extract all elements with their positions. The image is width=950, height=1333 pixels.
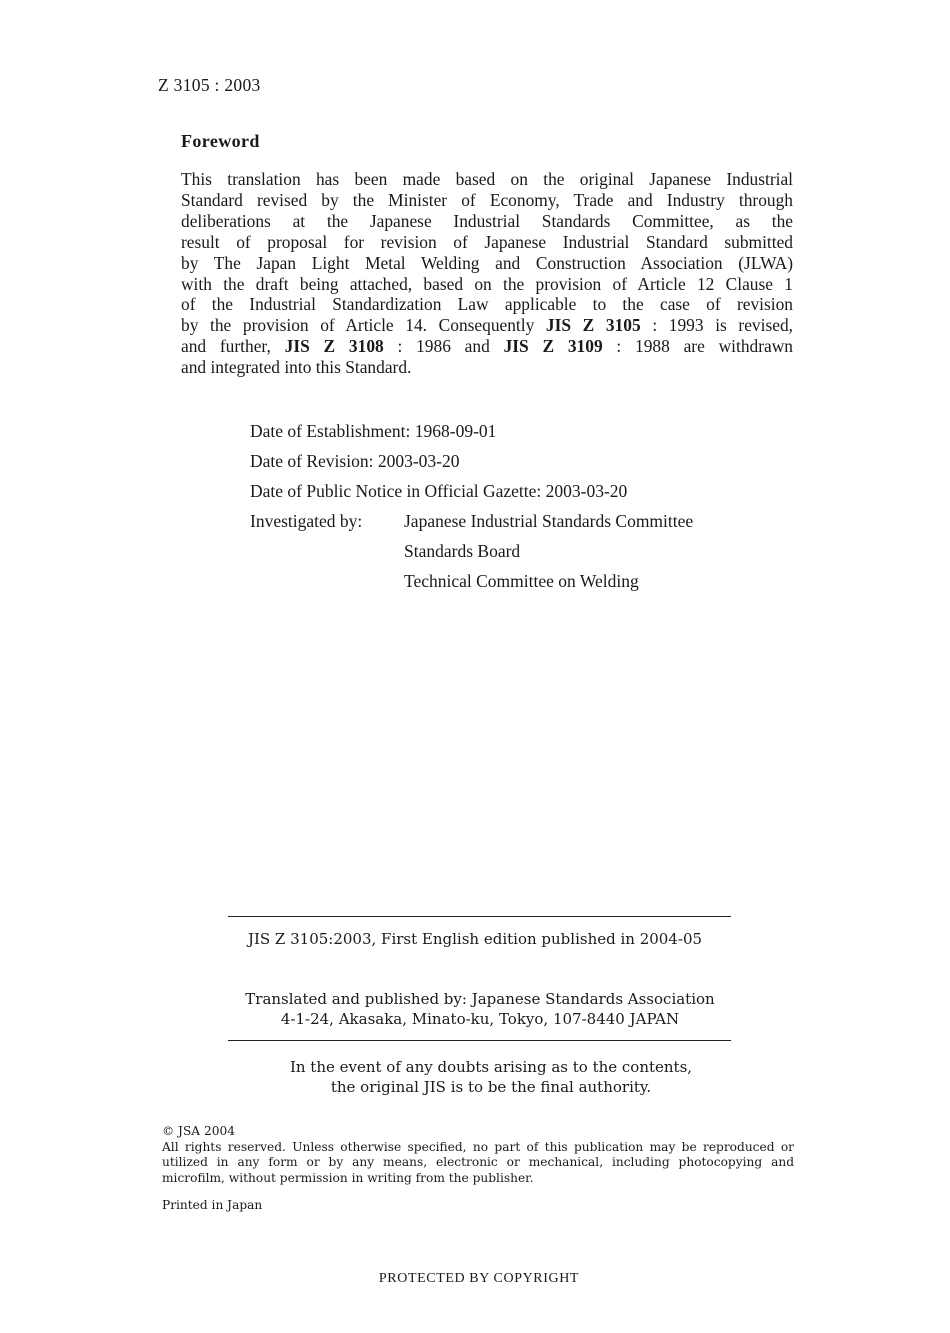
- date-of-public-notice: Date of Public Notice in Official Gazette: 2003-03-20: [250, 481, 628, 501]
- foreword-text: of the Industrial Standardization Law applicable to the case of revision: [181, 294, 793, 315]
- standard-reference: JIS Z 3105: [545, 315, 641, 336]
- divider-top: [228, 916, 731, 917]
- printed-in: Printed in Japan: [162, 1198, 263, 1212]
- foreword-text: by The Japan Light Metal Welding and Construction Association (JLWA): [181, 252, 793, 273]
- date-of-revision: Date of Revision: 2003-03-20: [250, 451, 460, 471]
- foreword-text: result of proposal for revision of Japanese Industrial Standard submitted: [181, 231, 793, 252]
- foreword-text: deliberations at the Japanese Industrial Standards Committee, as the: [181, 210, 793, 231]
- investigated-by-label: Investigated by:: [250, 511, 363, 531]
- foreword-line: [181, 315, 793, 336]
- foreword-text: Standard revised by the Minister of Economy, Trade and Industry through: [181, 189, 793, 210]
- foreword-line: [181, 357, 793, 378]
- investigated-by-row: [250, 566, 693, 596]
- foreword-text: with the draft being attached, based on the provision of Article 12 Clause 1: [181, 273, 793, 294]
- copyright-text: utilized in any form or by any means, electronic or mechanical, including photocopying and: [162, 1155, 794, 1170]
- foreword-line: [181, 211, 793, 232]
- authority-note-line-2: the original JIS is to be the final authority.: [330, 1078, 652, 1096]
- investigated-by-board: Standards Board: [404, 541, 521, 561]
- investigated-by-technical-committee: Technical Committee on Welding: [404, 571, 639, 591]
- publisher-info: [0, 989, 950, 1029]
- foreword-line: [181, 274, 793, 295]
- foreword-text: : 1993 is revised,: [640, 315, 793, 336]
- edition-note: JIS Z 3105:2003, First English edition published in 2004-05: [247, 930, 703, 948]
- foreword-text: : 1988 are withdrawn: [602, 336, 793, 357]
- copyright-notice: [162, 1124, 794, 1186]
- standard-reference: JIS Z 3109: [503, 336, 603, 357]
- translated-by: Translated and published by: Japanese Standards Association: [245, 990, 715, 1008]
- investigated-by-committee: Japanese Industrial Standards Committee: [404, 511, 694, 531]
- authority-note: [0, 1057, 950, 1097]
- foreword-line: [181, 190, 793, 211]
- standard-reference: JIS Z 3108: [284, 336, 384, 357]
- foreword-line: [181, 253, 793, 274]
- dates-block: [250, 416, 693, 596]
- document-code: Z 3105 : 2003: [158, 75, 261, 95]
- foreword-text: : 1986 and: [383, 336, 504, 357]
- divider-bottom: [228, 1040, 731, 1041]
- publisher-address: 4-1-24, Akasaka, Minato-ku, Tokyo, 107-8440 JAPAN: [280, 1010, 680, 1028]
- copyright-text: All rights reserved. Unless otherwise specified, no part of this publication may be reproduced or: [162, 1139, 794, 1154]
- date-of-establishment: Date of Establishment: 1968-09-01: [250, 421, 497, 441]
- investigated-by-row: [250, 506, 693, 536]
- foreword-line: [181, 232, 793, 253]
- foreword-text: and integrated into this Standard.: [181, 357, 412, 378]
- foreword-text: This translation has been made based on the original Japanese Industrial: [181, 169, 793, 189]
- foreword-line: [181, 294, 793, 315]
- foreword-line: [181, 336, 793, 357]
- copyright-line: © JSA 2004: [162, 1124, 235, 1138]
- investigated-by-row: [250, 536, 693, 566]
- authority-note-line-1: In the event of any doubts arising as to the contents,: [289, 1058, 693, 1076]
- foreword-text: by the provision of Article 14. Consequently: [181, 315, 546, 336]
- foreword-text: and further,: [181, 336, 285, 357]
- copyright-text: microfilm, without permission in writing from the publisher.: [162, 1170, 534, 1185]
- foreword-paragraph: [181, 169, 793, 378]
- foreword-line: [181, 169, 793, 190]
- protected-by-copyright: PROTECTED BY COPYRIGHT: [378, 1271, 580, 1286]
- foreword-heading: Foreword: [181, 131, 260, 151]
